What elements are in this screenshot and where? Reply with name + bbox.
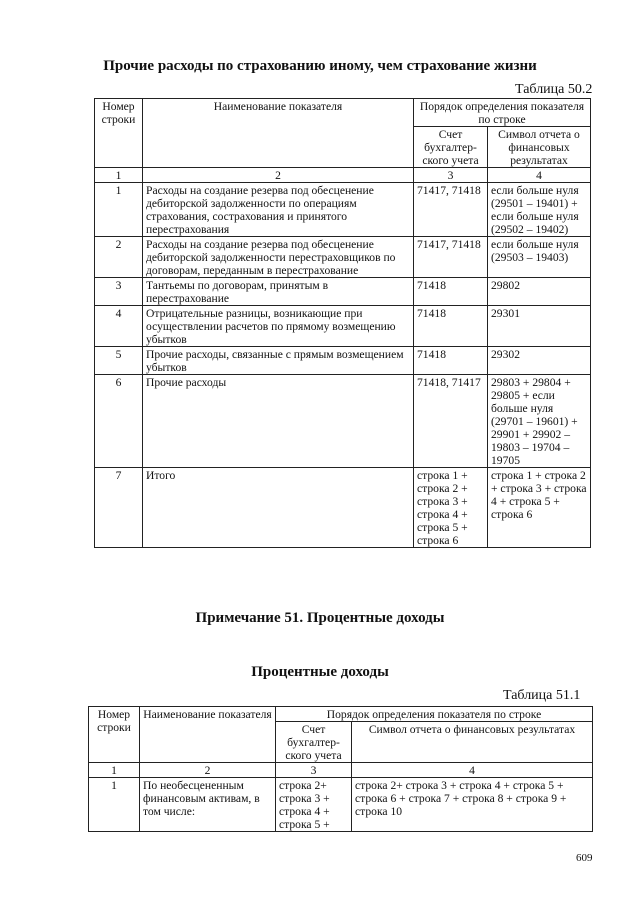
row-number: 1 [95, 183, 143, 237]
row-account: 71418 [414, 306, 488, 347]
header-row [95, 99, 591, 127]
row-symbol: если больше нуля (29503 – 19403) [488, 237, 591, 278]
header-account: Счет бухгалтер-ского учета [276, 722, 352, 763]
row-name: Отрицательные разницы, возникающие при осуществлении расчетов по прямому возмещению убытков [143, 306, 414, 347]
column-number: 4 [488, 168, 591, 183]
header-name: Наименование показателя [140, 707, 276, 763]
table-row [95, 347, 591, 375]
table-row [95, 375, 591, 468]
row-symbol: 29301 [488, 306, 591, 347]
column-number-row [95, 168, 591, 183]
row-name: Расходы на создание резерва под обесценение дебиторской задолженности перестраховщиков по договорам, переданным в перестрахование [143, 237, 414, 278]
row-symbol: 29302 [488, 347, 591, 375]
header-order: Порядок определения показателя по строке [276, 707, 593, 722]
row-name: По необесцененным финансовым активам, в том числе: [140, 778, 276, 832]
table-title: Процентные доходы [251, 664, 389, 680]
section-heading: Примечание 51. Процентные доходы [195, 610, 445, 626]
header-account: Счет бухгалтер-ского учета [414, 127, 488, 168]
row-name: Тантьемы по договорам, принятым в перестрахование [143, 278, 414, 306]
row-number: 6 [95, 375, 143, 468]
row-account: 71417, 71418 [414, 183, 488, 237]
page-title: Прочие расходы по страхованию иному, чем страхование жизни [103, 58, 537, 74]
table-row [89, 778, 593, 832]
column-number: 2 [143, 168, 414, 183]
row-number: 5 [95, 347, 143, 375]
header-name: Наименование показателя [143, 99, 414, 168]
row-number: 3 [95, 278, 143, 306]
row-number: 4 [95, 306, 143, 347]
row-account: 71418, 71417 [414, 375, 488, 468]
row-account: строка 1 + строка 2 + строка 3 + строка 4 + строка 5 + строка 6 [414, 468, 488, 548]
table-caption: Таблица 50.2 [515, 82, 593, 97]
header-number: Номер строки [89, 707, 140, 763]
row-account: 71418 [414, 347, 488, 375]
header-symbol: Символ отчета о финансовых результатах [488, 127, 591, 168]
header-symbol: Символ отчета о финансовых результатах [352, 722, 593, 763]
table-interest-income [88, 706, 593, 832]
row-name: Прочие расходы, связанные с прямым возмещением убытков [143, 347, 414, 375]
row-account: строка 2+ строка 3 + строка 4 + строка 5 + [276, 778, 352, 832]
header-order: Порядок определения показателя по строке [414, 99, 591, 127]
column-number: 1 [89, 763, 140, 778]
column-number: 4 [352, 763, 593, 778]
row-symbol: строка 1 + строка 2 + строка 3 + строка 4 + строка 5 + строка 6 [488, 468, 591, 548]
table-other-expenses [94, 98, 591, 548]
column-number: 1 [95, 168, 143, 183]
table-row [95, 183, 591, 237]
column-number: 2 [140, 763, 276, 778]
row-name: Расходы на создание резерва под обесценение дебиторской задолженности по операциям страхования, сострахования и принятого перестрахования [143, 183, 414, 237]
row-symbol: строка 2+ строка 3 + строка 4 + строка 5 + строка 6 + строка 7 + строка 8 + строка 9 + строка 10 [352, 778, 593, 832]
column-number: 3 [276, 763, 352, 778]
table-row [95, 278, 591, 306]
row-number: 2 [95, 237, 143, 278]
column-number-row [89, 763, 593, 778]
row-number: 1 [89, 778, 140, 832]
row-name: Итого [143, 468, 414, 548]
header-row [89, 707, 593, 722]
column-number: 3 [414, 168, 488, 183]
table-row [95, 468, 591, 548]
table-caption: Таблица 51.1 [503, 688, 581, 703]
page-number: 609 [576, 852, 593, 864]
header-number: Номер строки [95, 99, 143, 168]
row-number: 7 [95, 468, 143, 548]
row-symbol: если больше нуля (29501 – 19401) + если больше нуля (29502 – 19402) [488, 183, 591, 237]
row-symbol: 29802 [488, 278, 591, 306]
row-account: 71417, 71418 [414, 237, 488, 278]
row-name: Прочие расходы [143, 375, 414, 468]
table-row [95, 306, 591, 347]
table-row [95, 237, 591, 278]
row-symbol: 29803 + 29804 + 29805 + если больше нуля (29701 – 19601) + 29901 + 29902 – 19803 – 19704 – 19705 [488, 375, 591, 468]
row-account: 71418 [414, 278, 488, 306]
